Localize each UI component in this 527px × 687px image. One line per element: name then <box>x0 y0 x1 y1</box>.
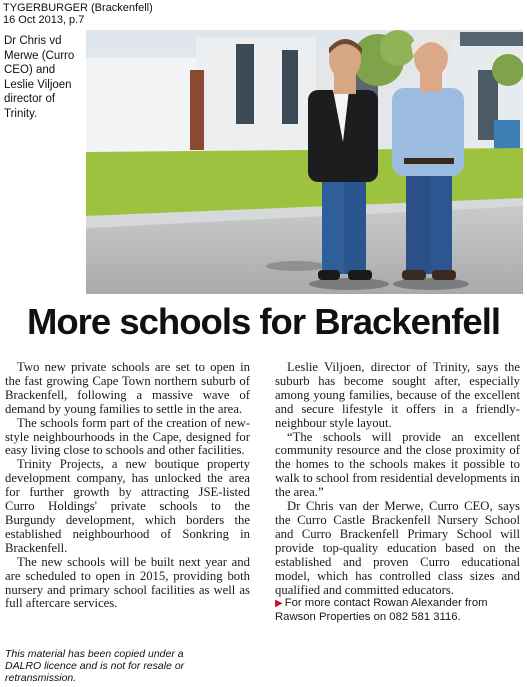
article-paragraph: Trinity Projects, a new boutique property development company, has unlocked the area for further growth by attracting JSE-listed Curro Holdings' private schools to the Burgundy development, which borders the established neighbourhood of Sonkring in Brackenfell. <box>5 457 250 555</box>
arrow-right-icon: ▶ <box>275 598 283 610</box>
contact-text: For more contact Rowan Alexander from Rawson Properties on 082 581 3116. <box>275 597 488 624</box>
licence-disclaimer: This material has been copied under a DALRO licence and is not for resale or retransmission. <box>5 648 185 684</box>
source-line <box>3 2 153 26</box>
article-paragraph: Dr Chris van der Merwe, Curro CEO, says the Curro Castle Brackenfell Nursery School and Curro Brackenfell Primary School will provide top-quality education based on the established and proven Curro educational model, which has controlled class sizes and qualified and committed educators. <box>275 499 520 597</box>
publication-date-page: 16 Oct 2013, p.7 <box>3 14 85 26</box>
article-headline: More schools for Brackenfell <box>26 301 500 342</box>
article-paragraph: The schools form part of the creation of new-style neighbourhoods in the Cape, designed for easy living close to schools and other facilities. <box>5 415 250 458</box>
article-column-right <box>275 361 520 625</box>
article-paragraph: The new schools will be built next year and are scheduled to open in 2015, providing both nursery and primary school facilities as well as full aftercare services. <box>5 554 250 611</box>
contact-note <box>275 597 520 625</box>
photo-caption: Dr Chris vd Merwe (Curro CEO) and Leslie Viljoen director of Trinity. <box>4 35 75 120</box>
article-paragraph: “The schools will provide an excellent community resource and the close proximity of the homes to the schools makes it possible to walk to school from residential developments in the area.” <box>275 429 520 500</box>
article-photo <box>86 30 523 294</box>
article-paragraph: Leslie Viljoen, director of Trinity, says the suburb has become sought after, especially among young families, because of the excellent and secure lifestyle it offers in a friendly-neighbour style layout. <box>275 360 520 430</box>
publication-name: TYGERBURGER (Brackenfell) <box>3 2 153 14</box>
article-paragraph: Two new private schools are set to open in the fast growing Cape Town northern suburb of Brackenfell, following a massive wave of demand by young families to settle in the area. <box>5 360 250 416</box>
article-column-left <box>5 361 250 611</box>
photo-illustration <box>86 30 523 294</box>
